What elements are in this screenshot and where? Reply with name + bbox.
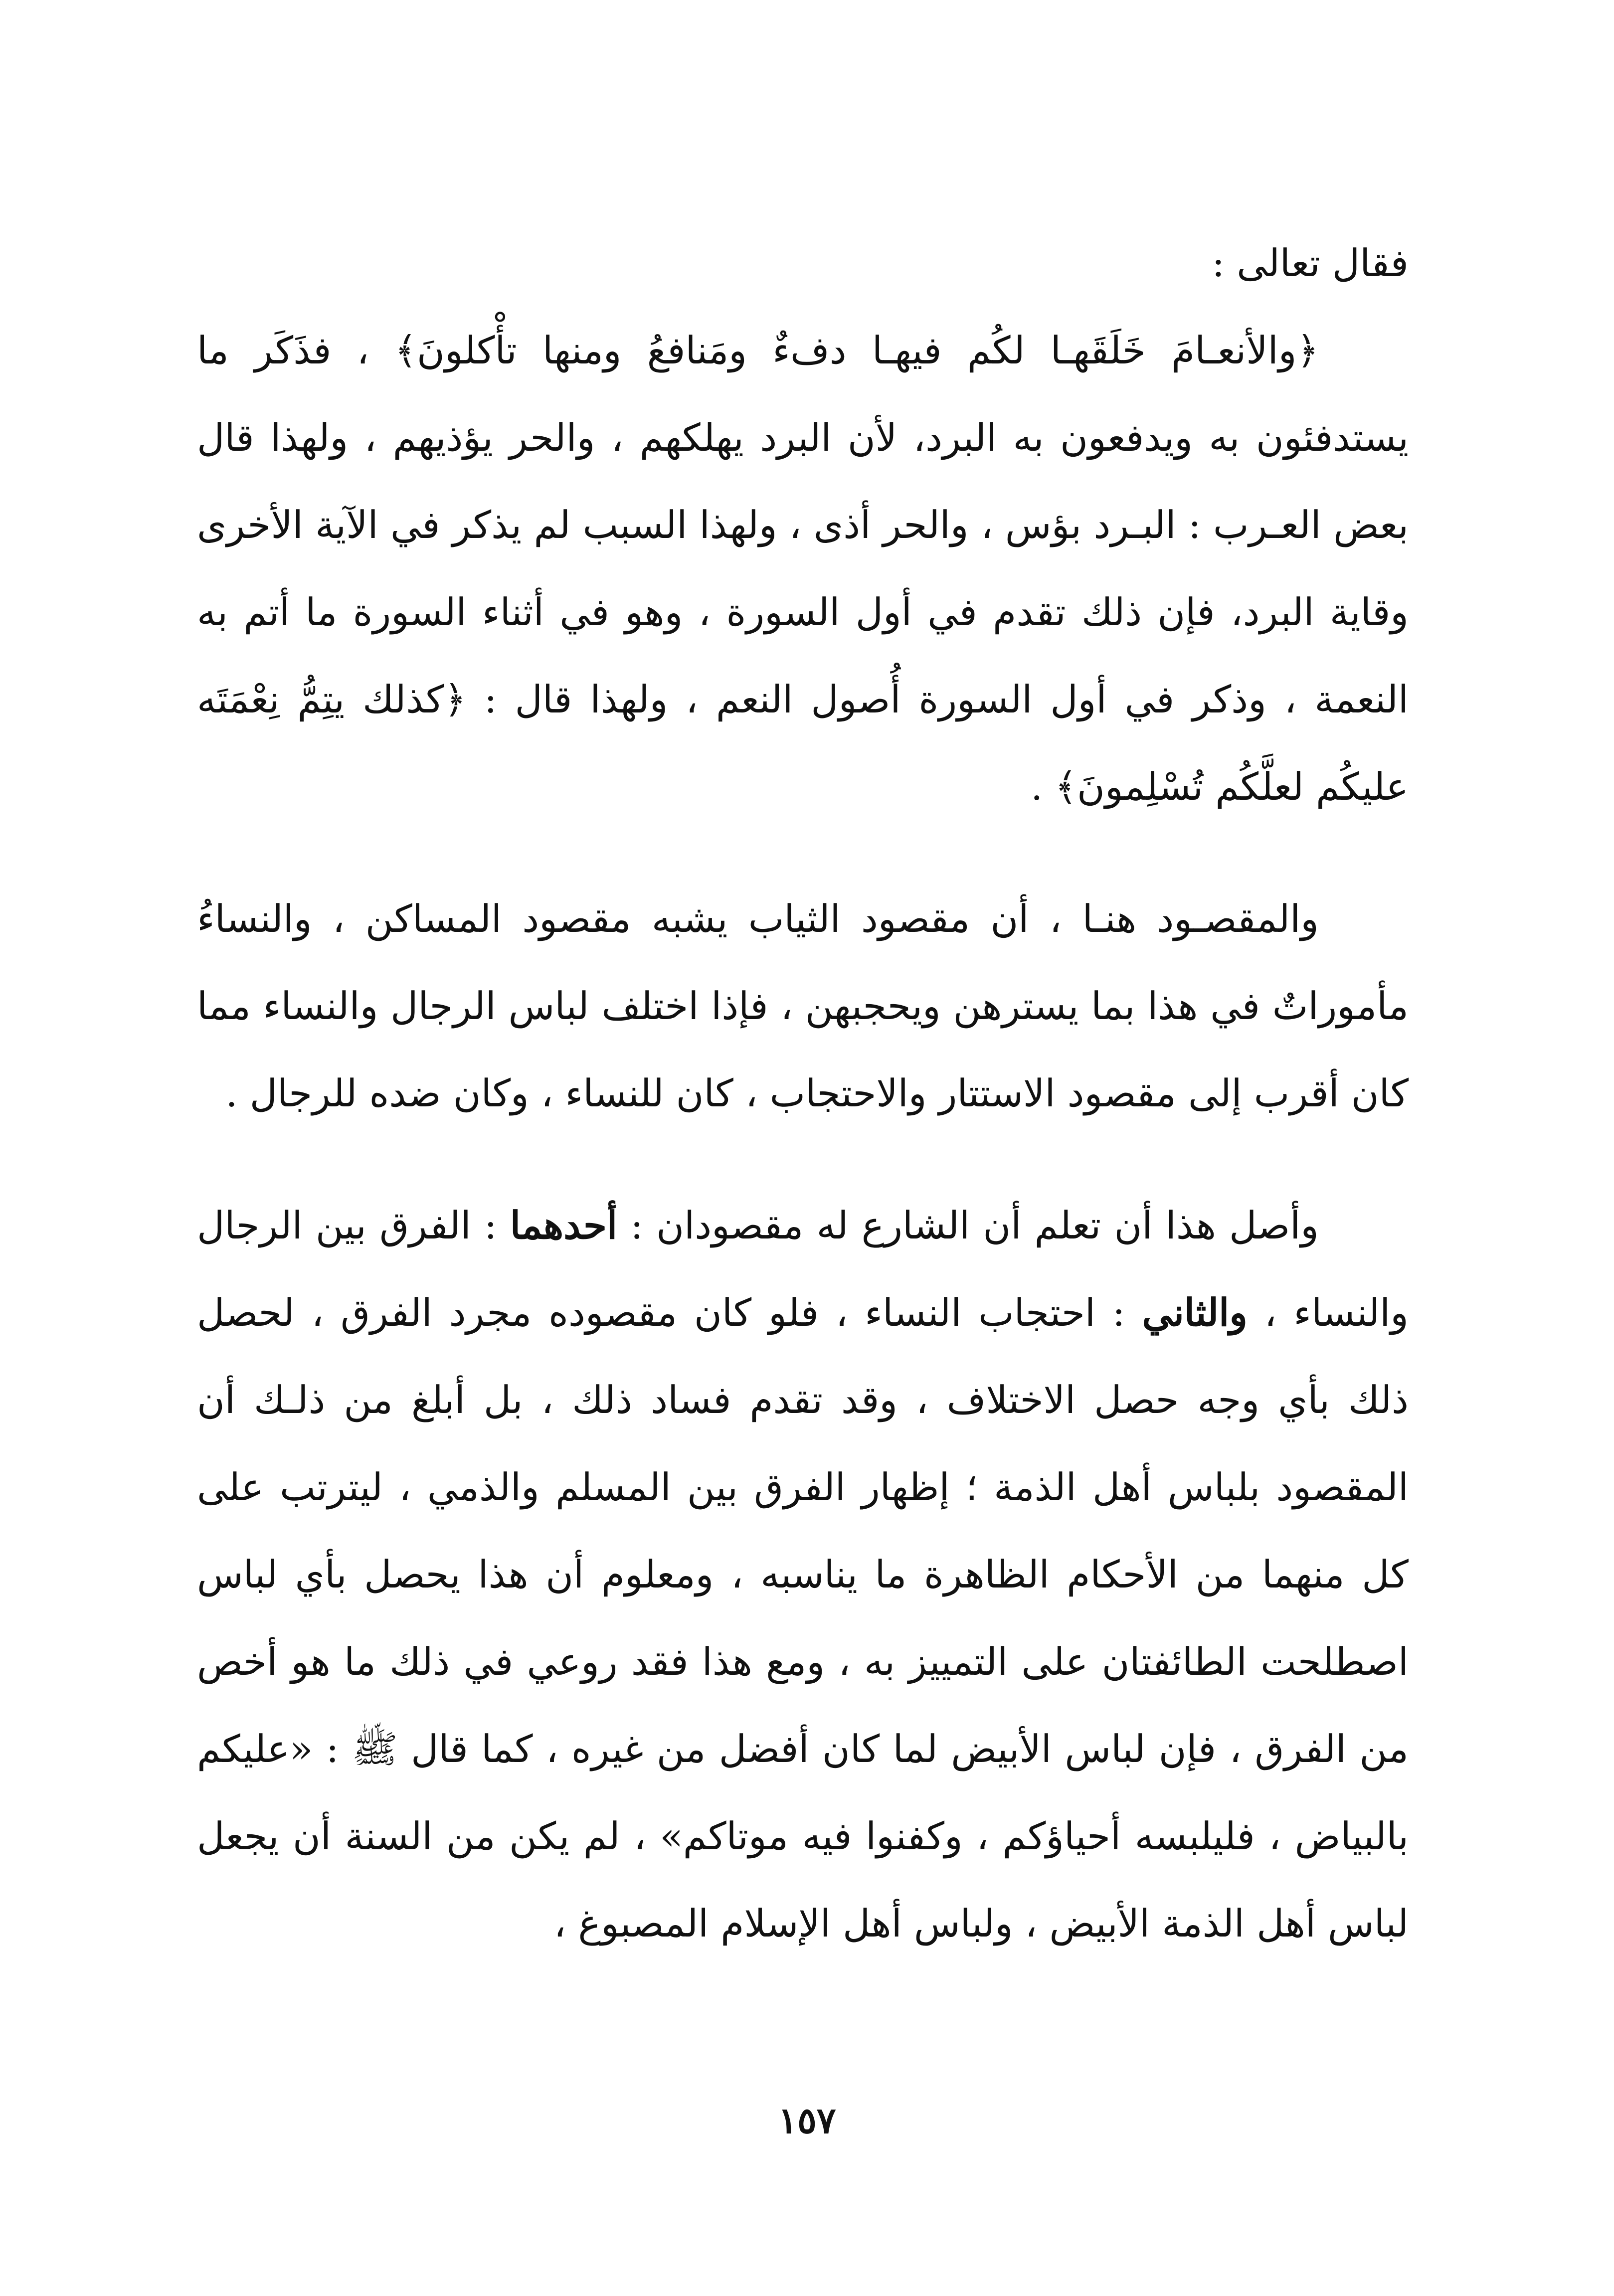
paragraph-3-text-2: : الفرق بين الرجال والنساء ،: [197, 1203, 1409, 1335]
paragraph-1: [197, 307, 1409, 830]
paragraph-3-text-3: : احتجاب النساء ، فلو كان مقصوده مجرد الفرق ، لحصل ذلك بأي وجه حصل الاختلاف ، وقد تقدم فساد ذلك ، بل أبلغ من ذلـك أن المقصود بلباس أهل الذمة ؛ إظهار الفرق بين المسلم والذمي ، ليترتب على كل منهما من الأحكام الظاهرة ما يناسبه ، ومعلوم أن هذا يحصل بأي لباس اصطلحت الطائفتان على التمييز به ، ومع هذا فقد روعي في ذلك ما هو أخص من الفرق ، فإن لباس الأبيض لما كان أفضل من غيره ، كما قال ﷺ : «عليكم بالبياض ، فليلبسه أحياؤكم ، وكفنوا فيه موتاكم» ، لم يكن من السنة أن يجعل لباس أهل الذمة الأبيض ، ولباس أهل الإسلام المصبوغ ،: [197, 1290, 1409, 1945]
bold-term-1: أحدهما: [510, 1203, 618, 1247]
paragraph-gap: [197, 830, 1409, 875]
paragraph-2: والمقصـود هنـا ، أن مقصود الثياب يشبه مقصود المساكن ، والنساءُ مأموراتٌ في هذا بما يسترهن ويحجبهن ، فإذا اختلف لباس الرجال والنساء مما كان أقرب إلى مقصود الاستتار والاحتجاب ، كان للنساء ، وكان ضده للرجال .: [197, 896, 1409, 1115]
quran-verse: ﴿والأنعـامَ خَلَقَهـا لكُم فيهـا دفءٌ ومَنافعُ ومنها تأْكلونَ﴾: [394, 328, 1319, 372]
paragraph-1-text: ، فذَكَر ما يستدفئون به ويدفعون به البرد، لأن البرد يهلكهم ، والحر يؤذيهم ، ولهذا قال بعض العـرب : البـرد بؤس ، والحر أذى ، ولهذا السبب لم يذكر في الآية الأخرى وقاية البرد، فإن ذلك تقدم في أول السورة ، وهو في أثناء السورة ما أتم به النعمة ، وذكر في أول السورة أُصول النعم ، ولهذا قال :: [197, 328, 1409, 721]
intro-line: فقال تعالى :: [1212, 241, 1409, 285]
paragraph-gap: [197, 1137, 1409, 1182]
quran-verse-2: ﴿كذلك يتِمُّ نِعْمَتَه عليكُم لعلَّكُم تُسْلِمونَ﴾: [197, 677, 1409, 809]
paragraph-3: [197, 1182, 1409, 1967]
bold-term-2: والثاني: [1142, 1290, 1248, 1335]
paragraph-1-end: .: [1031, 764, 1055, 809]
paragraph-3-text-1: وأصل هذا أن تعلم أن الشارع له مقصودان :: [617, 1203, 1319, 1247]
page-number: ١٥٧: [778, 2099, 836, 2141]
body-text: [197, 219, 1409, 1967]
